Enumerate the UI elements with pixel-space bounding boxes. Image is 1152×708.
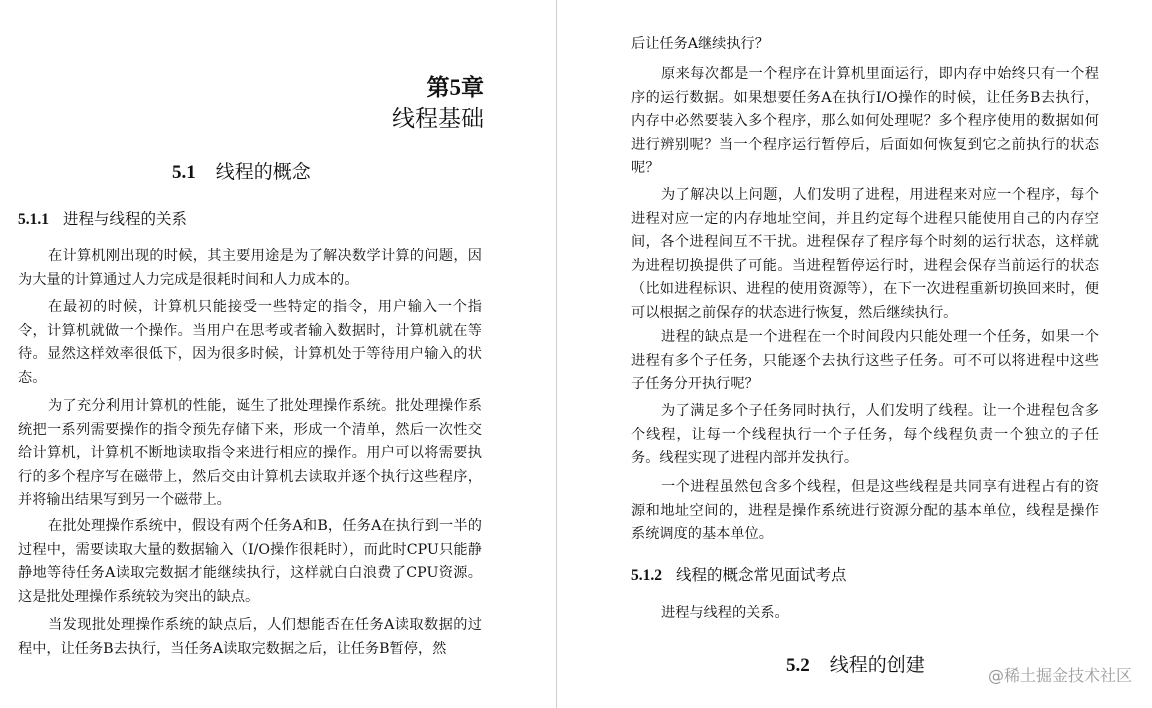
paragraph: 在批处理操作系统中，假设有两个任务A和B，任务A在执行到一半的过程中，需要读取大量的数据输入（I/O操作很耗时），而此时CPU只能静静地等待任务A读取完数据才能继续执行，这样就白白浪费了CPU资源。这是批处理操作系统较为突出的缺点。 <box>18 518 482 605</box>
paragraph: 在最初的时候，计算机只能接受一些特定的指令，用户输入一个指令，计算机就做一个操作。当用户在思考或者输入数据时，计算机就在等待。显然这样效率很低下，因为很多时候，计算机处于等待用户输入的状态。 <box>18 299 482 386</box>
section-title: 线程的创建 <box>829 654 925 676</box>
paragraph-continuation: 后让任务A继续执行？ <box>631 36 769 52</box>
paragraph: 原来每次都是一个程序在计算机里面运行，即内存中始终只有一个程序的运行数据。如果想要任务A在执行I/O操作的时候，让任务B去执行，内存中必然要装入多个程序，那么如何处理呢？多个程序使用的数据如何进行辨别呢？当一个程序运行暂停后，后面如何恢复到它之前执行的状态呢？ <box>631 66 1099 177</box>
chapter-heading <box>392 72 484 135</box>
paragraph: 为了满足多个子任务同时执行，人们发明了线程。让一个进程包含多个线程，让每一个线程执行一个子任务，每个线程负责一个独立的子任务。线程实现了进程内部并发执行。 <box>631 403 1099 467</box>
subsection-heading-5-1-1 <box>18 207 187 229</box>
section-title: 线程的概念 <box>215 161 311 183</box>
section-heading-5-1 <box>172 157 311 184</box>
subsection-title: 进程与线程的关系 <box>63 210 188 228</box>
page-gutter <box>556 0 557 708</box>
paragraph: 为了解决以上问题，人们发明了进程，用进程来对应一个程序，每个进程对应一定的内存地址空间，并且约定每个进程只能使用自己的内存空间，各个进程间互不干扰。进程保存了程序每个时刻的运行状态，这样就为进程切换提供了可能。当进程暂停运行时，进程会保存当前运行的状态（比如进程标识、进程的使用资源等），在下一次进程重新切换回来时，便可以根据之前保存的状态进行恢复，然后继续执行。 <box>631 187 1099 321</box>
watermark: @稀土掘金技术社区 <box>987 666 1132 685</box>
chapter-number: 第5章 <box>426 75 484 100</box>
subsection-heading-5-1-2 <box>631 563 847 585</box>
paragraph: 进程的缺点是一个进程在一个时间段内只能处理一个任务，如果一个进程有多个子任务，只能逐个去执行这些子任务。可不可以将进程中这些子任务分开执行呢？ <box>631 329 1099 393</box>
subsection-title: 线程的概念常见面试考点 <box>676 566 847 584</box>
section-number: 5.2 <box>786 655 810 676</box>
paragraph: 当发现批处理操作系统的缺点后，人们想能否在任务A读取数据的过程中，让任务B去执行，当任务A读取完数据之后，让任务B暂停，然 <box>18 617 482 657</box>
subsection-number: 5.1.2 <box>631 567 662 584</box>
subsection-number: 5.1.1 <box>18 211 49 228</box>
section-heading-5-2 <box>786 650 925 677</box>
left-page <box>0 0 556 708</box>
paragraph: 为了充分利用计算机的性能，诞生了批处理操作系统。批处理操作系统把一系列需要操作的指令预先存储下来，形成一个清单，然后一次性交给计算机，计算机不断地读取指令来进行相应的操作。用户可以将需要执行的多个程序写在磁带上，然后交由计算机去读取并逐个执行这些程序，并将输出结果写到另一个磁带上。 <box>18 398 482 509</box>
paragraph: 一个进程虽然包含多个线程，但是这些线程是共同享有进程占有的资源和地址空间的，进程是操作系统进行资源分配的基本单位，线程是操作系统调度的基本单位。 <box>631 479 1099 543</box>
paragraph: 在计算机刚出现的时候，其主要用途是为了解决数学计算的问题，因为大量的计算通过人力完成是很耗时间和人力成本的。 <box>18 248 482 288</box>
chapter-title: 线程基础 <box>392 106 484 132</box>
interview-point: 进程与线程的关系。 <box>661 605 789 621</box>
right-page <box>560 0 1152 708</box>
section-number: 5.1 <box>172 162 196 183</box>
